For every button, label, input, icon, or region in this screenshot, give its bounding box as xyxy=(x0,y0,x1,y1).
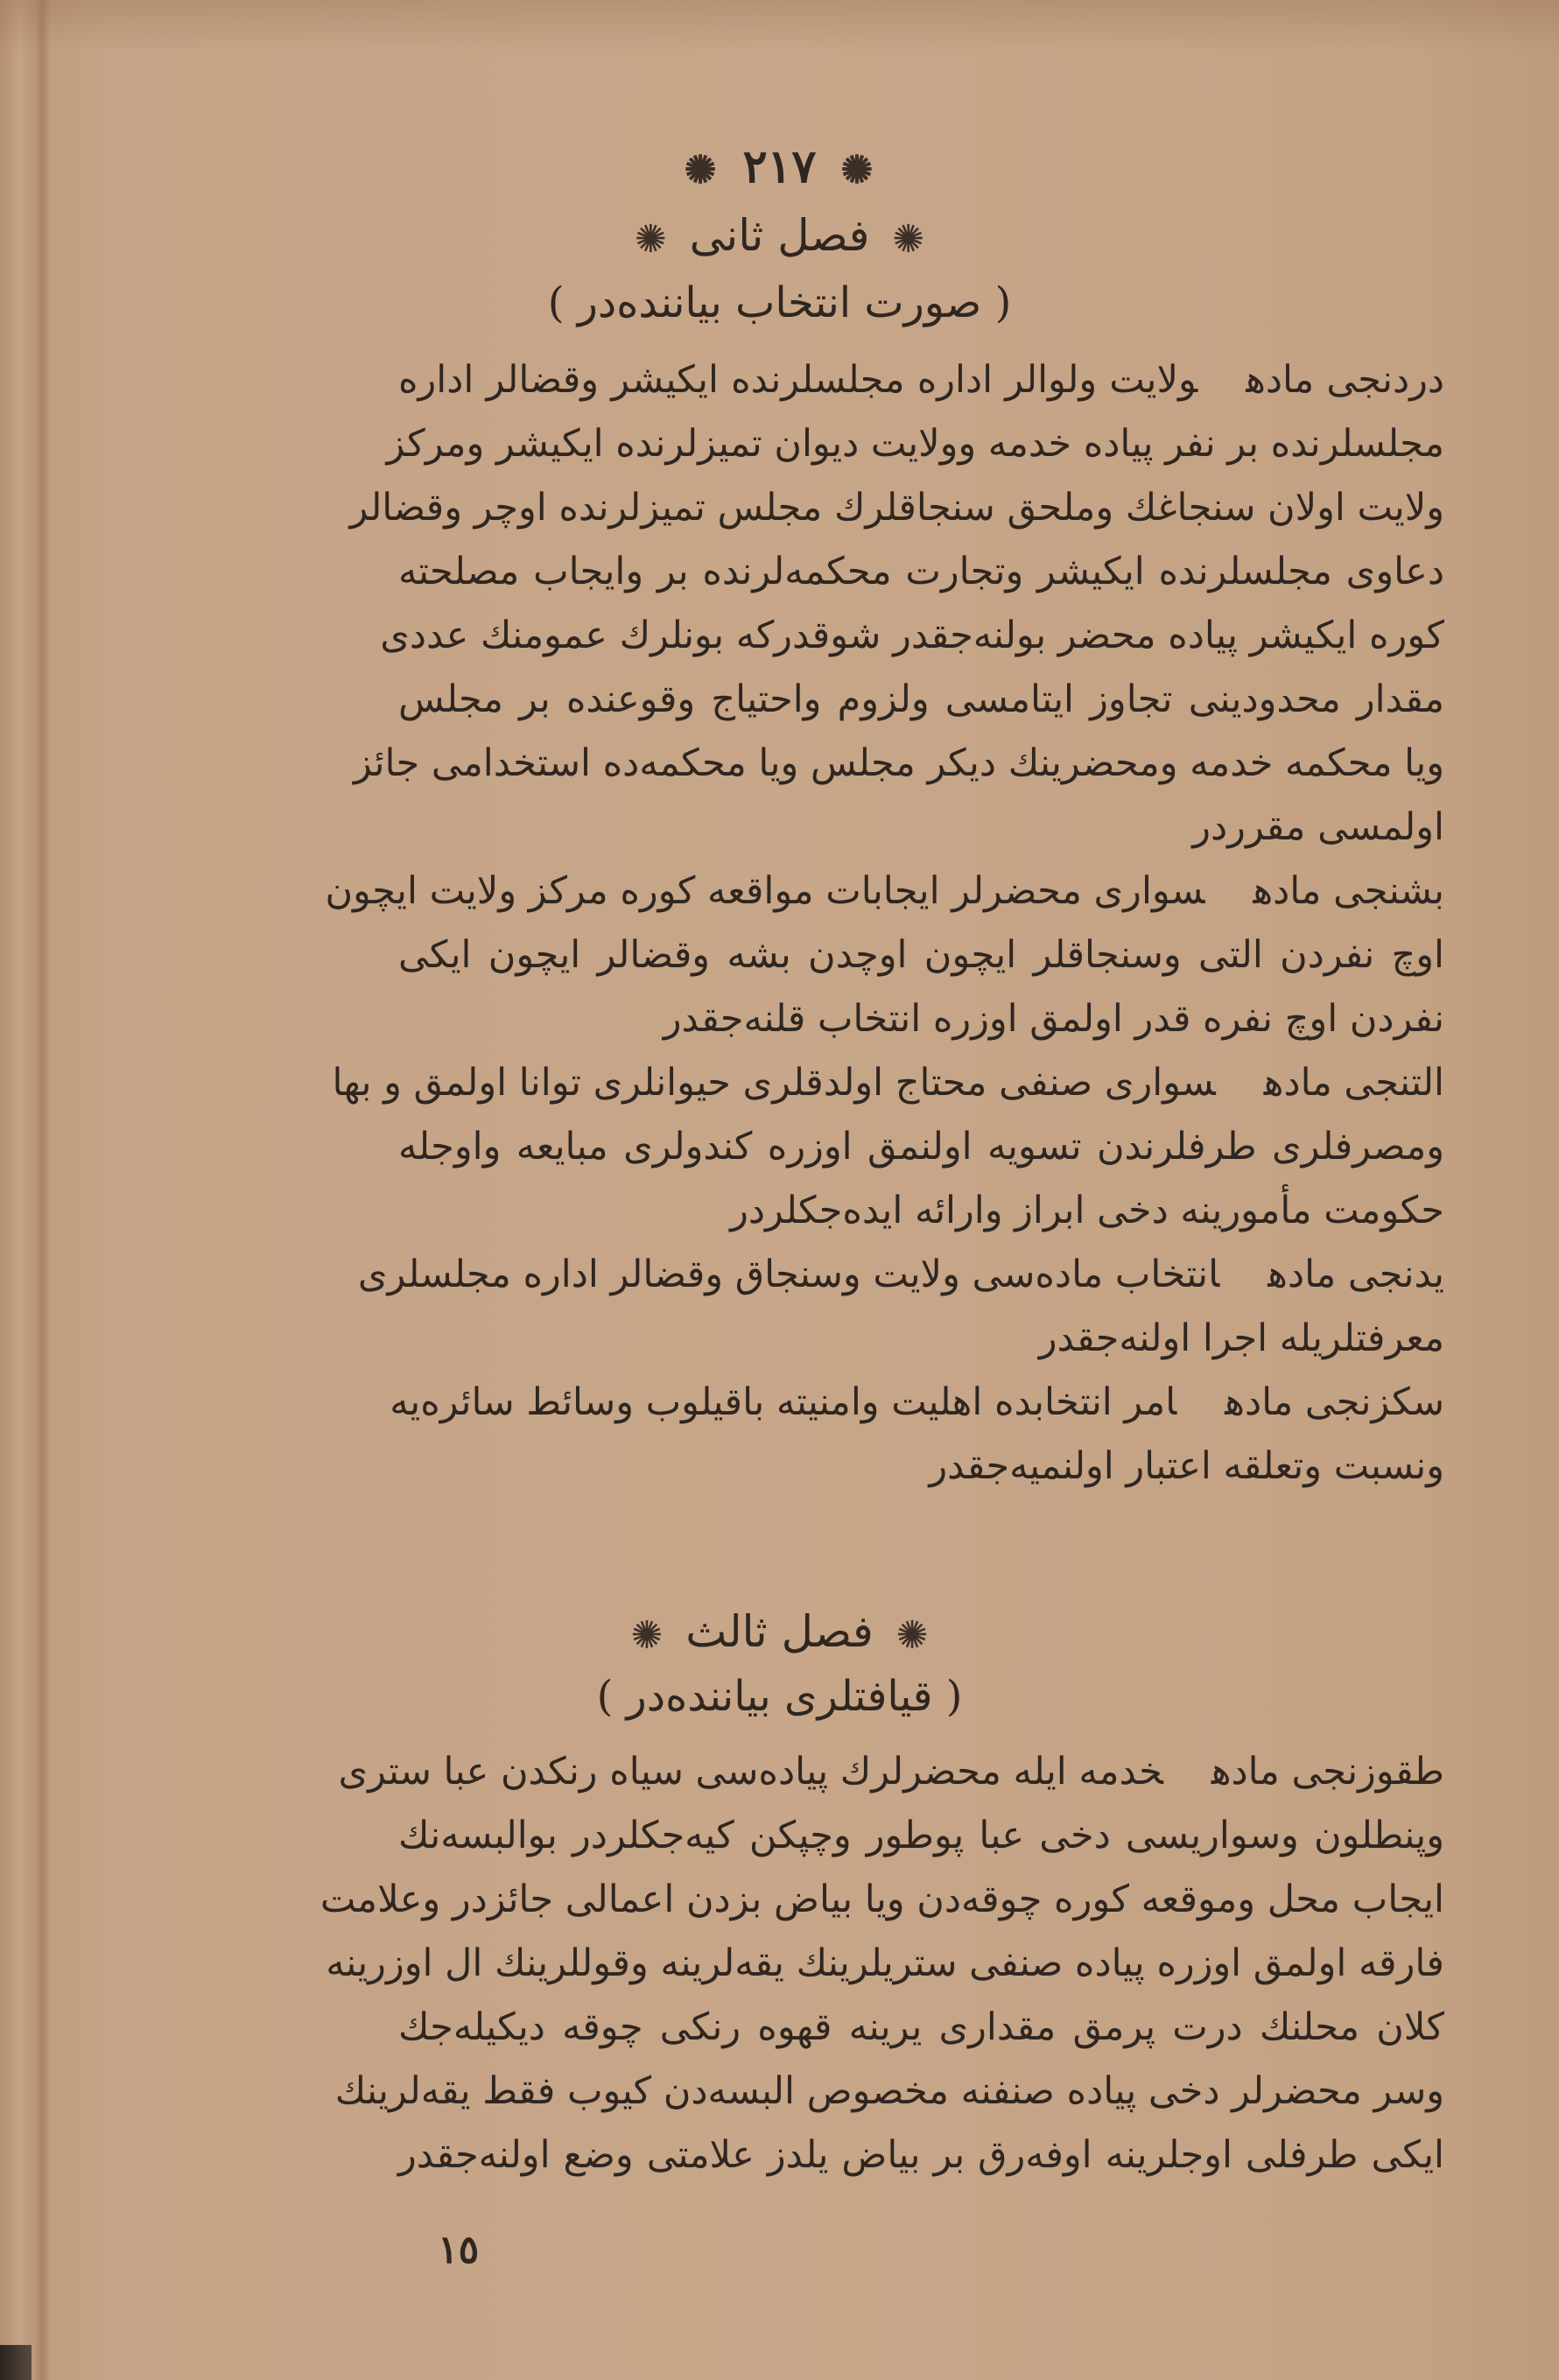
article-line: امر انتخابده اهليت وامنيته باقيلوب وسائط سائره‌يه xyxy=(390,1380,1177,1424)
article-5 xyxy=(325,860,1444,1051)
article-line: كلان محلنك درت پرمق مقدارى يرينه قهوه رنكى چوقه ديكيله‌جك xyxy=(398,2005,1444,2049)
page-number-header xyxy=(0,140,1559,193)
article-7 xyxy=(357,1243,1444,1371)
article-line: ايجاب محل وموقعه كوره چوقه‌دن ويا بياض بزدن اعمالى جائزدر وعلامت xyxy=(320,1878,1444,1921)
folio-signature: ١٥ xyxy=(438,2228,480,2272)
section-title-text: فصل ثالث xyxy=(685,1606,874,1657)
star-ornament-icon: ✺ xyxy=(895,1612,929,1658)
article-line: ونسبت وتعلقه اعتبار اولنميه‌جقدر xyxy=(929,1444,1444,1488)
article-label: يدنجى ماده xyxy=(1268,1253,1444,1296)
article-line: سوارى صنفى محتاج اولدقلرى حيوانلرى توانا اولمق و بها xyxy=(332,1061,1216,1105)
section-2-body xyxy=(325,348,1445,1499)
article-line: سوارى محضرلر ايجابات مواقعه كوره مركز ولايت ايچون xyxy=(325,869,1205,913)
article-line: ومصرفلرى طرفلرندن تسويه اولنمق اوزره كندولرى مبايعه واوجله xyxy=(398,1125,1444,1169)
article-line: وسر محضرلر دخى پياده صنفنه مخصوص البسه‌دن كيوب فقط يقه‌لرينك xyxy=(334,2069,1444,2113)
article-6 xyxy=(332,1051,1444,1243)
article-4 xyxy=(349,348,1445,860)
section-3-title xyxy=(0,1606,1559,1658)
article-line: مقدار محدودينى تجاوز ايتامسى ولزوم واحتياج وقوعنده بر مجلس xyxy=(398,677,1444,721)
section-2-title xyxy=(0,210,1559,262)
article-line: وپنطلون وسواريسى دخى عبا پوطور وچپكن كيه‌جكلردر بوالبسه‌نك xyxy=(398,1814,1444,1857)
article-line: اوچ نفردن التى وسنجاقلر ايچون اوچدن بشه وقضالر ايچون ايكى xyxy=(398,933,1444,977)
article-line: ايكى طرفلى اوجلرينه اوفه‌رق بر بياض يلدز علامتى وضع اولنه‌جقدر xyxy=(398,2133,1444,2177)
spine-shadow xyxy=(0,2345,32,2380)
article-label: دردنجى ماده xyxy=(1246,358,1445,402)
section-3-body xyxy=(320,1740,1444,2187)
page-number: ٢١٧ xyxy=(742,140,817,193)
article-line: ويا محكمه خدمه ومحضرينك ديكر مجلس ويا محكمه‌ده استخدامى جائز xyxy=(353,741,1444,785)
article-line: حكومت مأمورينه دخى ابراز وارائه ايده‌جكلردر xyxy=(730,1189,1444,1232)
article-line: خدمه ايله محضرلرك پياده‌سى سياه رنكدن عبا سترى xyxy=(338,1750,1163,1794)
article-line: مجلسلرنده بر نفر پياده خدمه وولايت ديوان تميزلرنده ايكيشر ومركز xyxy=(386,422,1444,466)
article-label: بشنجى ماده xyxy=(1253,869,1444,913)
star-ornament-icon: ✺ xyxy=(634,216,667,262)
article-label: طقوزنجى ماده xyxy=(1211,1750,1444,1794)
article-line: اولمسى مقرردر xyxy=(1192,805,1444,849)
article-label: التنجى ماده xyxy=(1263,1061,1444,1105)
article-line: كوره ايكيشر پياده محضر بولنه‌جقدر شوقدركه بونلرك عمومنك عددى xyxy=(380,614,1444,657)
article-line: انتخاب ماده‌سى ولايت وسنجاق وقضالر اداره مجلسلرى xyxy=(357,1253,1220,1296)
star-ornament-icon: ✺ xyxy=(630,1612,664,1658)
article-line: ولايت اولان سنجاغك وملحق سنجاقلرك مجلس تميزلرنده اوچر وقضالر xyxy=(349,486,1444,530)
article-label: سكزنجى ماده xyxy=(1225,1380,1444,1424)
article-line: نفردن اوچ نفره قدر اولمق اوزره انتخاب قلنه‌جقدر xyxy=(663,997,1444,1041)
article-line: دعاوى مجلسلرنده ايكيشر وتجارت محكمه‌لرنده بر وايجاب مصلحته xyxy=(398,550,1444,593)
article-line: معرفتلريله اجرا اولنه‌جقدر xyxy=(1038,1316,1444,1360)
section-2-subtitle: ( صورت انتخاب بياننده‌در ) xyxy=(547,278,1012,327)
section-3-subtitle: ( قيافتلرى بياننده‌در ) xyxy=(596,1672,963,1721)
article-line: فارقه اولمق اوزره پياده صنفى ستريلرينك يقه‌لرينه وقوللرينك ال اوزرينه xyxy=(326,1941,1444,1985)
section-title-text: فصل ثانى xyxy=(689,210,870,261)
star-ornament-icon: ✺ xyxy=(684,148,719,193)
article-8 xyxy=(390,1371,1444,1499)
article-9 xyxy=(320,1740,1444,2187)
article-line: ولايت ولوالر اداره مجلسلرنده ايكيشر وقضالر اداره xyxy=(398,358,1198,402)
star-ornament-icon: ✺ xyxy=(840,148,875,193)
star-ornament-icon: ✺ xyxy=(892,216,925,262)
